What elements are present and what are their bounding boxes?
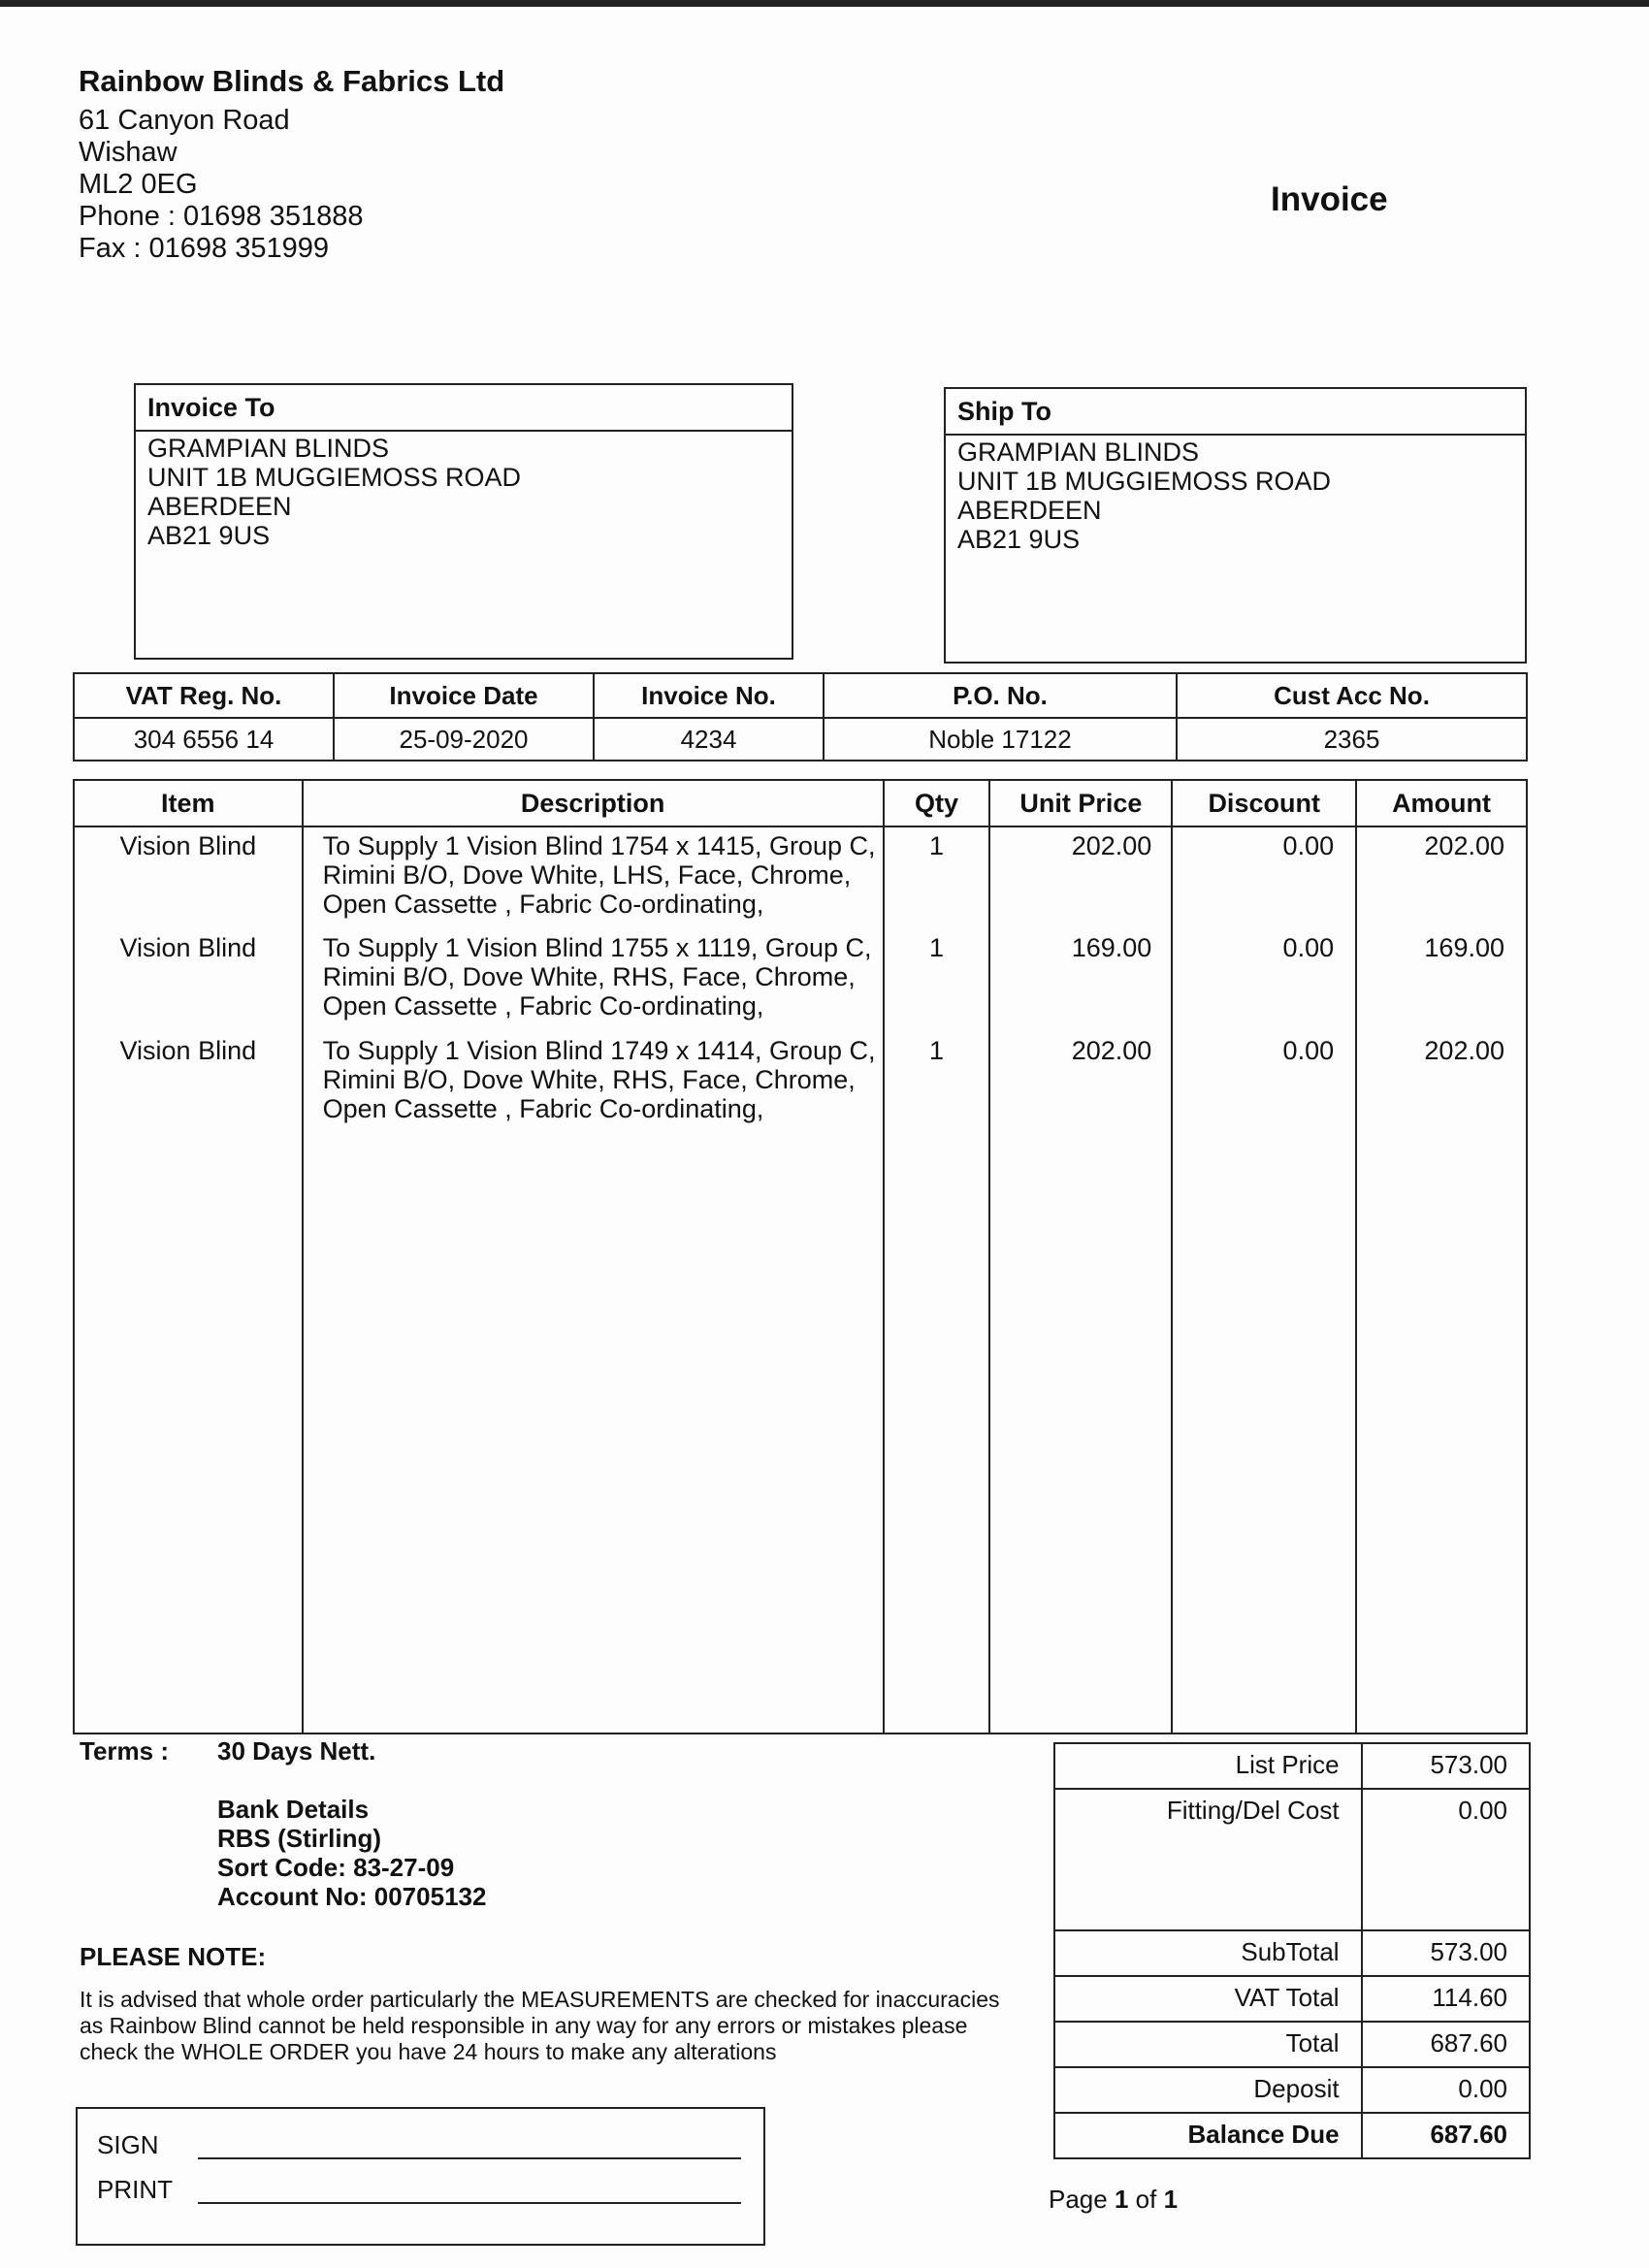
col-unit-price-header: Unit Price (989, 780, 1172, 826)
empty-cell (74, 1135, 303, 1733)
meta-header-row (74, 673, 1527, 718)
page-of: of (1135, 2185, 1157, 2214)
unit-price-cell: 202.00 (989, 1032, 1172, 1135)
meta-value-row (74, 718, 1527, 761)
total-label: Total (1054, 2022, 1362, 2067)
cust-acc-header: Cust Acc No. (1177, 673, 1527, 718)
totals-row (1054, 2113, 1530, 2158)
terms-label: Terms : (80, 1736, 169, 1766)
vat-total-value: 114.60 (1362, 1976, 1530, 2022)
qty-cell: 1 (884, 1032, 990, 1135)
description-cell: To Supply 1 Vision Blind 1754 x 1415, Group C, Rimini B/O, Dove White, LHS, Face, Chrome, Open Cassette , Fabric Co-ordinating, (303, 826, 884, 929)
qty-cell: 1 (884, 929, 990, 1032)
vat-reg-header: VAT Reg. No. (74, 673, 334, 718)
invoice-meta-table (73, 672, 1528, 761)
company-phone: Phone : 01698 351888 (79, 201, 364, 232)
company-fax: Fax : 01698 351999 (79, 233, 329, 264)
company-name: Rainbow Blinds & Fabrics Ltd (79, 64, 505, 98)
vat-total-label: VAT Total (1054, 1976, 1362, 2022)
note-title: PLEASE NOTE: (80, 1942, 267, 1971)
bank-details-heading: Bank Details (217, 1795, 370, 1824)
discount-cell: 0.00 (1172, 1032, 1356, 1135)
col-description-header: Description (303, 780, 884, 826)
invoice-to-heading: Invoice To (136, 385, 792, 432)
page-number (1049, 2185, 1178, 2215)
ship-to-heading: Ship To (946, 389, 1525, 436)
totals-row (1054, 2022, 1530, 2067)
address-line: GRAMPIAN BLINDS (147, 434, 390, 463)
page-prefix: Page (1049, 2185, 1108, 2214)
fitting-del-label: Fitting/Del Cost (1054, 1789, 1362, 1930)
line-items-table (73, 779, 1528, 1734)
ship-to-box (944, 387, 1527, 664)
amount-cell: 169.00 (1356, 929, 1527, 1032)
bank-details (217, 1795, 486, 1911)
discount-cell: 0.00 (1172, 826, 1356, 929)
deposit-value: 0.00 (1362, 2067, 1530, 2113)
totals-row (1054, 1789, 1530, 1930)
balance-due-value: 687.60 (1362, 2113, 1530, 2158)
sign-line[interactable] (198, 2157, 741, 2159)
print-label: PRINT (97, 2175, 173, 2204)
totals-row (1054, 1976, 1530, 2022)
invoice-no-value: 4234 (594, 718, 824, 761)
item-cell: Vision Blind (74, 1032, 303, 1135)
company-address-line: 61 Canyon Road (79, 105, 290, 136)
print-line[interactable] (198, 2202, 741, 2204)
bank-name: RBS (Stirling) (217, 1824, 381, 1853)
amount-cell: 202.00 (1356, 826, 1527, 929)
sign-label: SIGN (97, 2130, 159, 2159)
col-amount-header: Amount (1356, 780, 1527, 826)
scan-top-edge (0, 0, 1649, 7)
address-line: AB21 9US (957, 525, 1081, 554)
invoice-to-address (136, 432, 792, 552)
invoice-to-box (134, 383, 793, 660)
vat-reg-value: 304 6556 14 (74, 718, 334, 761)
total-value: 687.60 (1362, 2022, 1530, 2067)
address-line: ABERDEEN (147, 492, 292, 521)
sort-code: Sort Code: 83-27-09 (217, 1853, 455, 1882)
description-cell: To Supply 1 Vision Blind 1749 x 1414, Group C, Rimini B/O, Dove White, RHS, Face, Chrome, Open Cassette , Fabric Co-ordinating, (303, 1032, 884, 1135)
document-title: Invoice (1271, 180, 1388, 218)
po-no-header: P.O. No. (824, 673, 1177, 718)
discount-cell: 0.00 (1172, 929, 1356, 1032)
amount-cell: 202.00 (1356, 1032, 1527, 1135)
qty-cell: 1 (884, 826, 990, 929)
signature-box (76, 2107, 765, 2246)
empty-cell (1172, 1135, 1356, 1733)
subtotal-value: 573.00 (1362, 1930, 1530, 1976)
invoice-date-value: 25-09-2020 (334, 718, 594, 761)
address-line: UNIT 1B MUGGIEMOSS ROAD (957, 467, 1332, 496)
table-row (74, 929, 1527, 1032)
po-no-value: Noble 17122 (824, 718, 1177, 761)
invoice-no-header: Invoice No. (594, 673, 824, 718)
page-current: 1 (1114, 2185, 1129, 2214)
empty-cell (989, 1135, 1172, 1733)
deposit-label: Deposit (1054, 2067, 1362, 2113)
items-header-row (74, 780, 1527, 826)
ship-to-address (946, 436, 1525, 556)
page-total: 1 (1163, 2185, 1179, 2214)
list-price-label: List Price (1054, 1743, 1362, 1789)
table-row (74, 826, 1527, 929)
address-line: AB21 9US (147, 521, 271, 550)
totals-row (1054, 1743, 1530, 1789)
address-line: UNIT 1B MUGGIEMOSS ROAD (147, 463, 522, 492)
fitting-del-value: 0.00 (1362, 1789, 1530, 1930)
invoice-date-header: Invoice Date (334, 673, 594, 718)
balance-due-label: Balance Due (1054, 2113, 1362, 2158)
list-price-value: 573.00 (1362, 1743, 1530, 1789)
col-item-header: Item (74, 780, 303, 826)
description-cell: To Supply 1 Vision Blind 1755 x 1119, Group C, Rimini B/O, Dove White, RHS, Face, Chrome, Open Cassette , Fabric Co-ordinating, (303, 929, 884, 1032)
item-cell: Vision Blind (74, 826, 303, 929)
company-header (79, 62, 504, 265)
subtotal-label: SubTotal (1054, 1930, 1362, 1976)
account-number: Account No: 00705132 (217, 1882, 487, 1911)
address-line: ABERDEEN (957, 496, 1102, 525)
col-qty-header: Qty (884, 780, 990, 826)
unit-price-cell: 169.00 (989, 929, 1172, 1032)
table-row (74, 1032, 1527, 1135)
col-discount-header: Discount (1172, 780, 1356, 826)
items-empty-space (74, 1135, 1527, 1733)
address-line: GRAMPIAN BLINDS (957, 437, 1200, 467)
terms-value: 30 Days Nett. (217, 1736, 376, 1766)
totals-row (1054, 1930, 1530, 1976)
empty-cell (1356, 1135, 1527, 1733)
empty-cell (884, 1135, 990, 1733)
company-address-line: ML2 0EG (79, 169, 198, 200)
totals-row (1054, 2067, 1530, 2113)
empty-cell (303, 1135, 884, 1733)
company-address-line: Wishaw (79, 137, 178, 168)
unit-price-cell: 202.00 (989, 826, 1172, 929)
note-text: It is advised that whole order particularly the MEASUREMENTS are checked for inaccuracies as Rainbow Blind cannot be held responsible in any way for any errors or mistakes please check the WHOLE ORDER you have 24 hours to make any alterations (80, 1987, 1000, 2064)
payment-terms (80, 1736, 375, 1766)
totals-table (1053, 1742, 1531, 2159)
item-cell: Vision Blind (74, 929, 303, 1032)
cust-acc-value: 2365 (1177, 718, 1527, 761)
